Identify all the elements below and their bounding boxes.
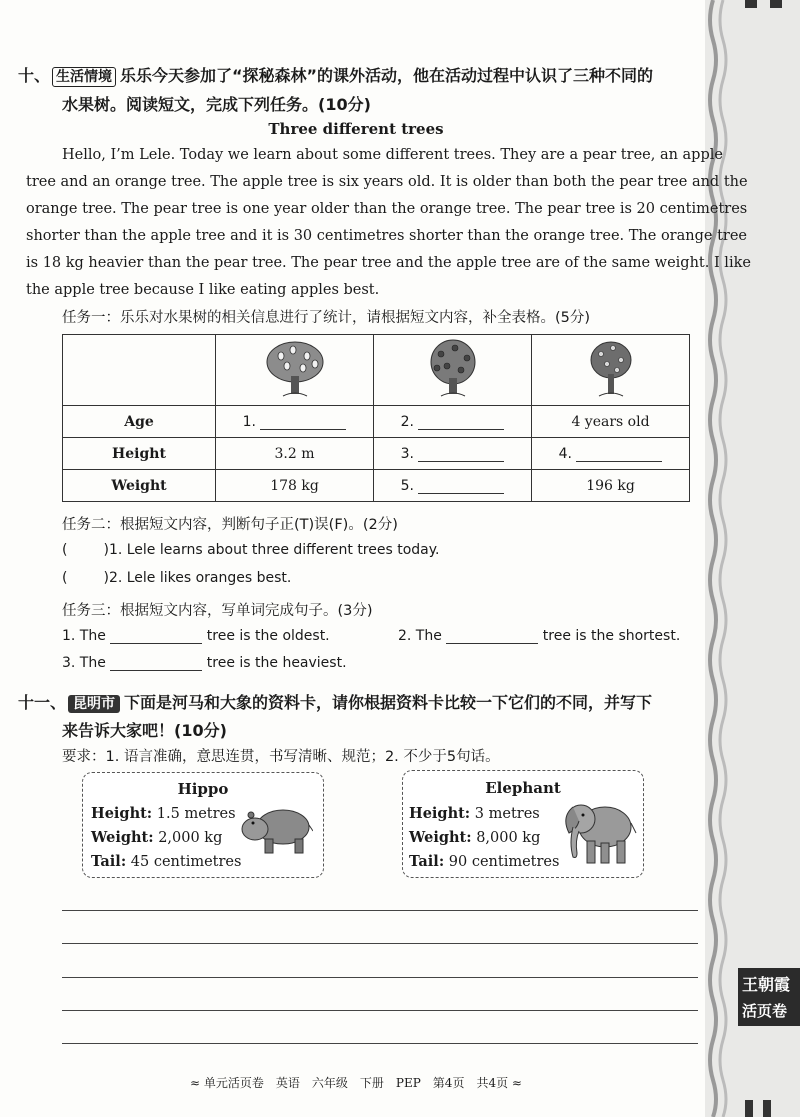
answer-blank[interactable] xyxy=(418,429,504,430)
writing-line[interactable] xyxy=(62,1010,698,1011)
hippo-icon xyxy=(239,801,313,857)
tf-paren-open[interactable]: ( xyxy=(62,570,68,586)
table-row-height xyxy=(63,438,690,470)
height-label: Height: xyxy=(91,805,153,822)
passage-line: shorter than the apple tree and it is 30 centimetres shorter than the orange tree. The orange tree xyxy=(26,228,747,244)
value-cell: 4 years old xyxy=(532,406,690,438)
answer-cell-2[interactable] xyxy=(374,406,532,438)
table-row-age xyxy=(63,406,690,438)
value-cell: 196 kg xyxy=(532,470,690,502)
elephant-card-title: Elephant xyxy=(485,779,561,797)
apple-tree-icon xyxy=(421,338,485,398)
hippo-card xyxy=(82,772,324,878)
q11-number: 十一、 xyxy=(18,693,67,712)
tf-paren-close: ) xyxy=(103,542,109,558)
weight-value: 2,000 kg xyxy=(158,830,223,846)
pear-tree-icon xyxy=(263,338,327,398)
fill-suffix: tree is the shortest. xyxy=(542,628,681,644)
passage-line: Hello, I’m Lele. Today we learn about some different trees. They are a pear tree, an apple xyxy=(62,147,723,163)
empty-header-cell xyxy=(63,335,216,406)
brand-line2: 活页卷 xyxy=(742,1002,788,1020)
q10-prompt-line2: 水果树。阅读短文，完成下列任务。(10分) xyxy=(62,95,371,114)
q11-prompt-line1: 下面是河马和大象的资料卡，请你根据资料卡比较一下它们的不同，并写下 xyxy=(124,693,653,712)
passage-line: tree and an orange tree. The apple tree is six years old. It is older than both the pear tree and the xyxy=(26,174,748,190)
pear-tree-cell xyxy=(216,335,374,406)
answer-blank[interactable] xyxy=(418,493,504,494)
passage-line: the apple tree because I like eating apples best. xyxy=(26,282,380,298)
row-label: Age xyxy=(63,406,216,438)
fill-prefix: 2. The xyxy=(398,628,442,644)
answer-cell-3[interactable] xyxy=(374,438,532,470)
brand-line1: 王朝霞 xyxy=(742,975,791,994)
answer-number: 4. xyxy=(558,445,572,462)
fill-blank[interactable] xyxy=(446,643,538,644)
weight-value: 8,000 kg xyxy=(476,830,541,846)
answer-blank[interactable] xyxy=(576,461,662,462)
height-label: Height: xyxy=(409,805,471,822)
elephant-card xyxy=(402,770,644,878)
fill-blank[interactable] xyxy=(110,643,202,644)
tail-label: Tail: xyxy=(409,853,445,870)
row-label: Weight xyxy=(63,470,216,502)
task3-instruction: 任务三：根据短文内容，写单词完成句子。(3分) xyxy=(62,603,373,619)
passage-line: is 18 kg heavier than the pear tree. The pear tree and the apple tree are of the same weight. I like xyxy=(26,255,751,271)
fill-suffix: tree is the heaviest. xyxy=(206,655,347,671)
table-header-row xyxy=(63,335,690,406)
task1-instruction: 任务一：乐乐对水果树的相关信息进行了统计，请根据短文内容，补全表格。(5分) xyxy=(62,310,591,326)
tf-item-1 xyxy=(62,542,439,558)
answer-number: 2. xyxy=(400,413,414,430)
answer-cell-4[interactable] xyxy=(532,438,690,470)
q10-tag: 生活情境 xyxy=(52,67,116,87)
fill-prefix: 1. The xyxy=(62,628,106,644)
height-value: 3 metres xyxy=(474,806,540,822)
table-row-weight xyxy=(63,470,690,502)
writing-line[interactable] xyxy=(62,977,698,978)
value-cell: 3.2 m xyxy=(216,438,374,470)
hippo-card-title: Hippo xyxy=(177,780,229,798)
passage-line: orange tree. The pear tree is one year older than the orange tree. The pear tree is 20 centimetres xyxy=(26,201,748,217)
tail-value: 45 centimetres xyxy=(130,854,242,870)
q11-requirement: 要求：1. 语言准确，意思连贯，书写清晰、规范；2. 不少于5句话。 xyxy=(62,749,500,765)
weight-label: Weight: xyxy=(91,829,154,846)
tf-statement: 1. Lele learns about three different trees today. xyxy=(108,542,440,558)
tf-paren-close: ) xyxy=(103,570,109,586)
tail-value: 90 centimetres xyxy=(448,854,560,870)
tf-paren-open[interactable]: ( xyxy=(62,542,68,558)
writing-line[interactable] xyxy=(62,943,698,944)
elephant-icon xyxy=(561,793,637,869)
orange-tree-icon xyxy=(579,338,643,398)
weight-label: Weight: xyxy=(409,829,472,846)
orange-tree-cell xyxy=(532,335,690,406)
answer-blank[interactable] xyxy=(418,461,504,462)
fill-prefix: 3. The xyxy=(62,655,106,671)
brand-badge xyxy=(738,968,800,1026)
tf-statement: 2. Lele likes oranges best. xyxy=(108,570,292,586)
tail-label: Tail: xyxy=(91,853,127,870)
fill-blank[interactable] xyxy=(110,670,202,671)
writing-line[interactable] xyxy=(62,910,698,911)
tree-table xyxy=(62,334,690,502)
row-label: Height xyxy=(63,438,216,470)
apple-tree-cell xyxy=(374,335,532,406)
page-footer: ≈ 单元活页卷 英语 六年级 下册 PEP 第4页 共4页 ≈ xyxy=(190,1076,522,1090)
q11-tag: 昆明市 xyxy=(68,695,120,713)
task2-instruction: 任务二：根据短文内容，判断句子正(T)误(F)。(2分) xyxy=(62,517,398,533)
value-cell: 178 kg xyxy=(216,470,374,502)
q11-heading xyxy=(18,690,652,713)
answer-cell-5[interactable] xyxy=(374,470,532,502)
fill-item-1 xyxy=(62,628,330,644)
answer-number: 5. xyxy=(400,477,414,494)
answer-number: 3. xyxy=(400,445,414,462)
answer-number: 1. xyxy=(242,413,256,430)
q10-prompt-line1: 乐乐今天参加了“探秘森林”的课外活动，他在活动过程中认识了三种不同的 xyxy=(120,66,654,85)
height-value: 1.5 metres xyxy=(156,806,236,822)
q10-number: 十、 xyxy=(18,66,51,85)
answer-cell-1[interactable] xyxy=(216,406,374,438)
fill-item-3 xyxy=(62,655,347,671)
fill-item-2 xyxy=(398,628,680,644)
answer-blank[interactable] xyxy=(260,429,346,430)
fill-suffix: tree is the oldest. xyxy=(206,628,330,644)
passage-title: Three different trees xyxy=(268,120,444,138)
q10-heading xyxy=(18,63,653,87)
tf-item-2 xyxy=(62,570,291,586)
q11-prompt-line2: 来告诉大家吧！(10分) xyxy=(62,721,227,740)
writing-line[interactable] xyxy=(62,1043,698,1044)
